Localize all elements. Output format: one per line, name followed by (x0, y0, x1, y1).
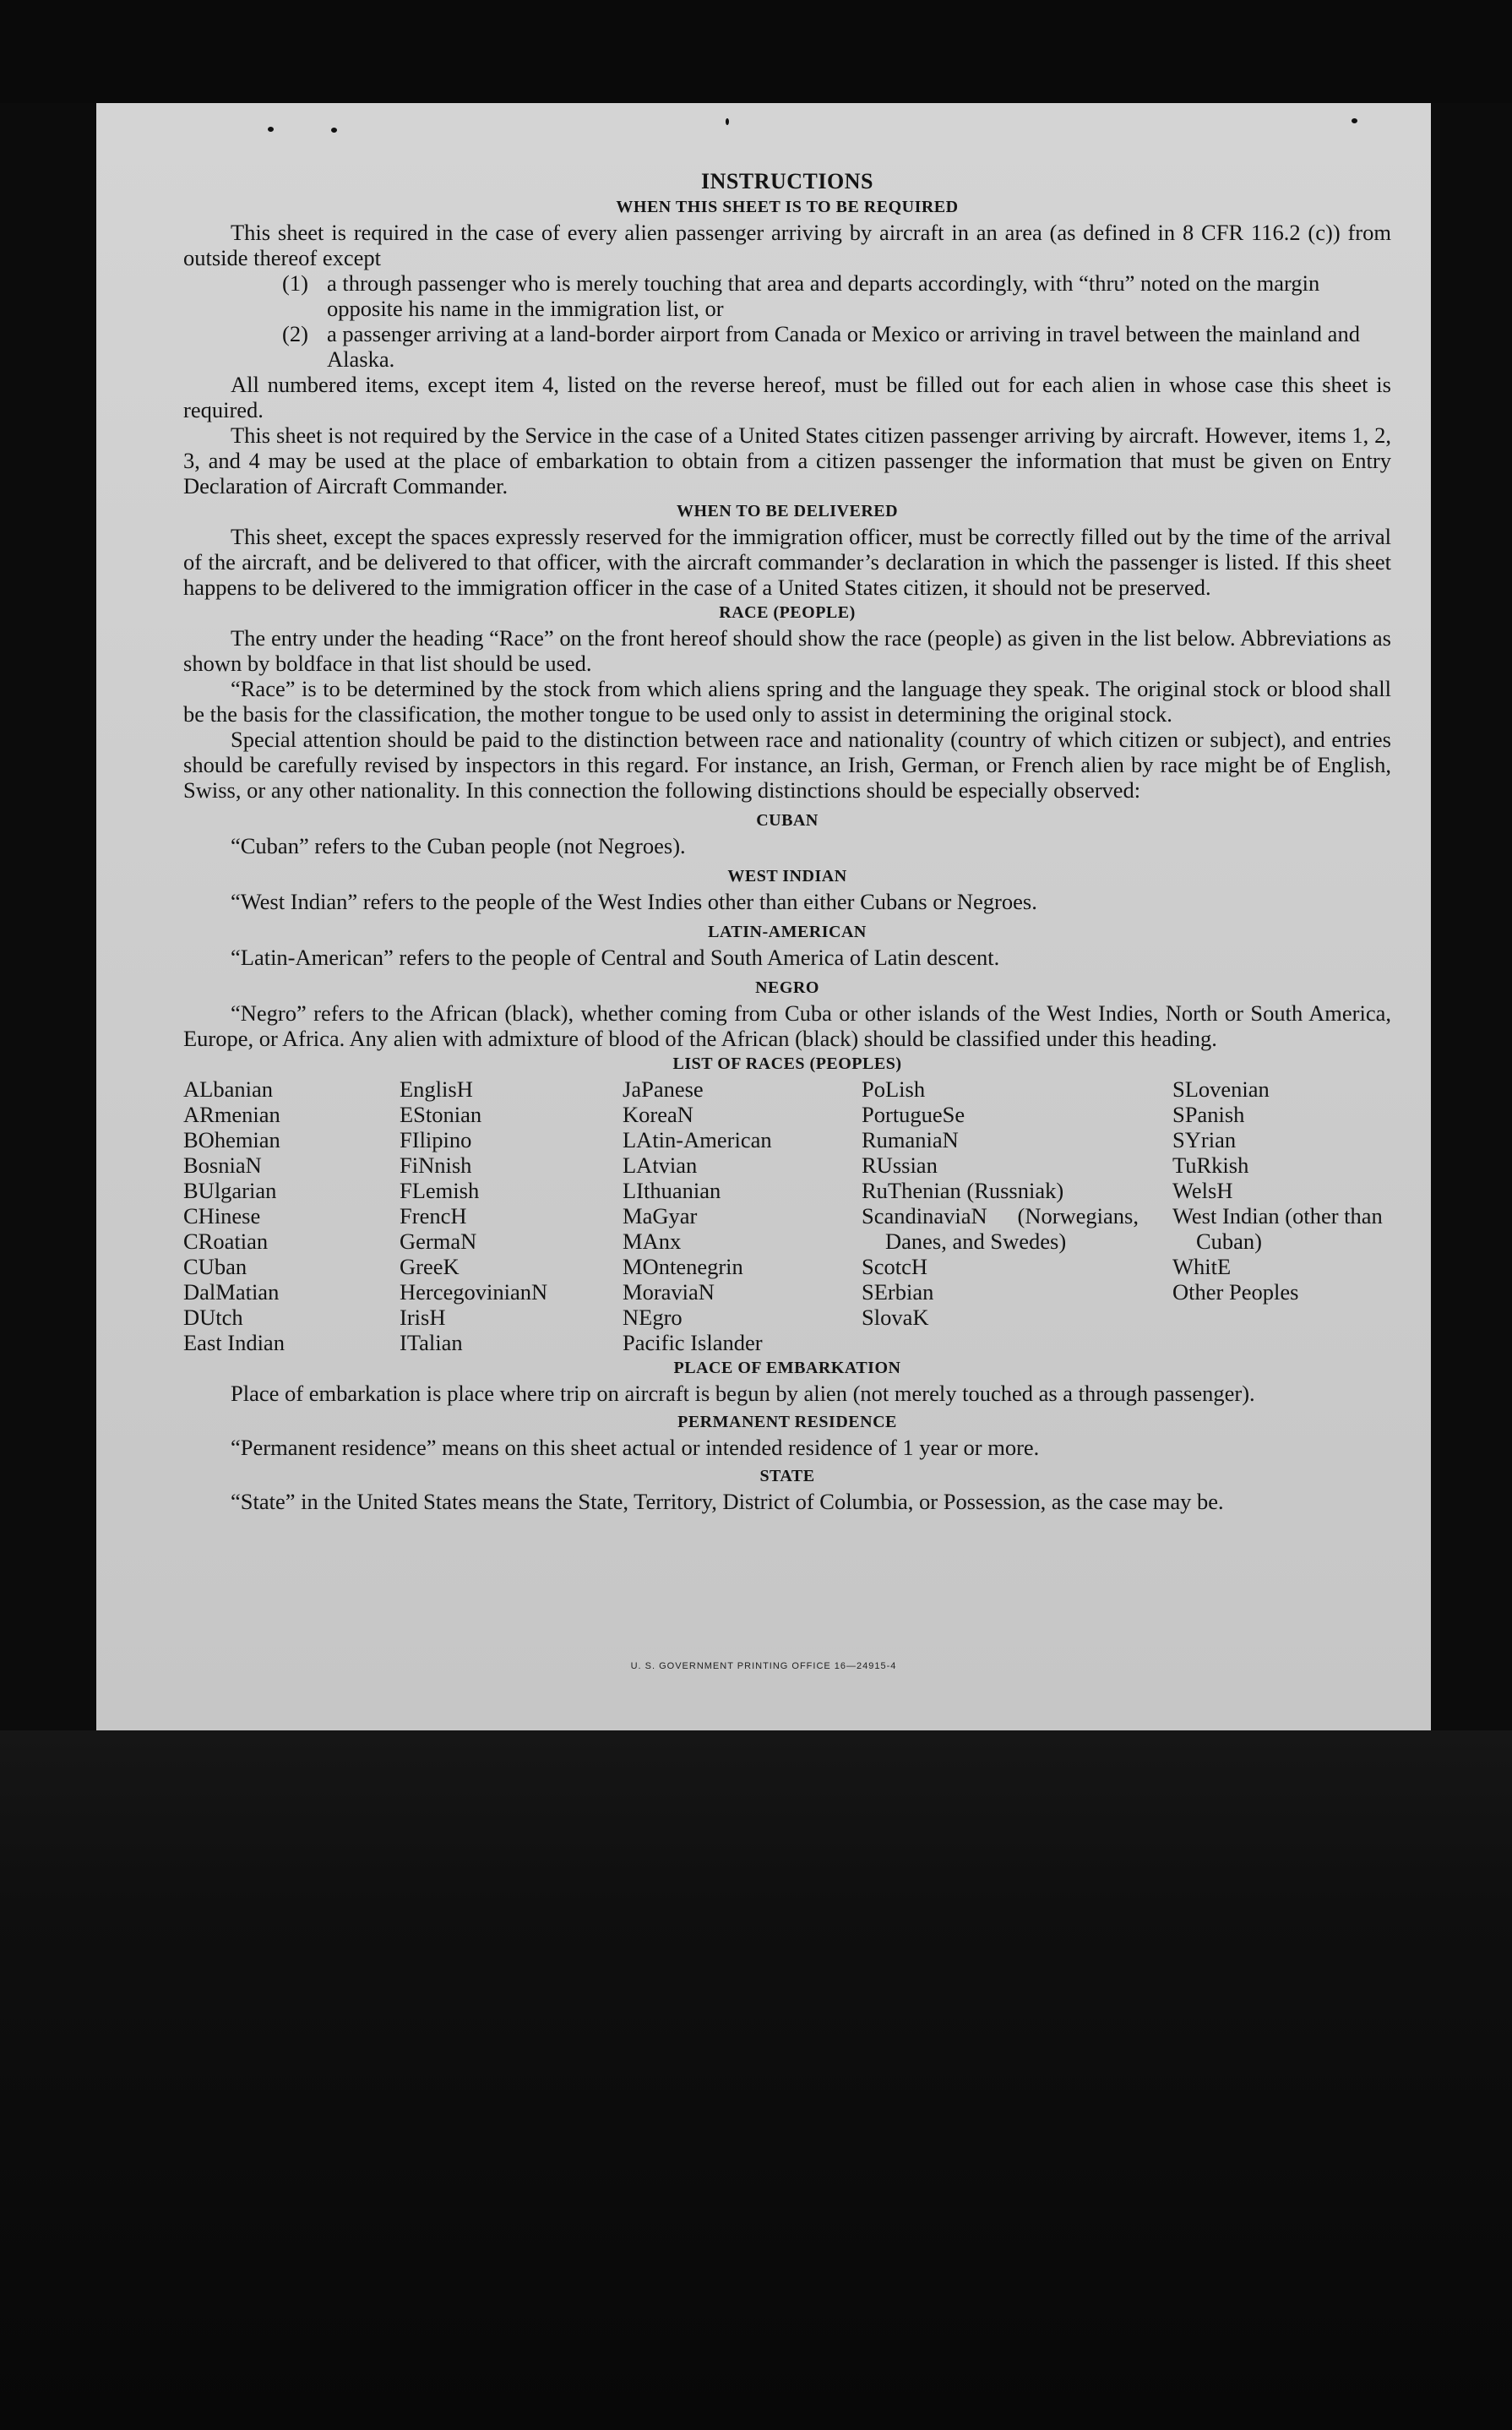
race-paragraph-1: The entry under the heading “Race” on the front hereof should show the race (people) as given in the list below. Abbreviations as shown by boldface in that list should be used. (183, 625, 1391, 676)
race-entry: SErbian (862, 1279, 934, 1305)
race-entry: GermaN (400, 1229, 477, 1254)
race-entry: SPanish (1172, 1102, 1245, 1127)
microfilm-border-top (0, 0, 1512, 103)
microfilm-border-bottom (0, 1730, 1512, 2430)
race-entry: BUlgarian (183, 1178, 277, 1203)
race-entry: ScandinaviaN (Norwegians, Danes, and Swedes) (862, 1203, 1139, 1254)
race-entry: KoreaN (623, 1102, 693, 1127)
document-sheet (96, 103, 1431, 1730)
race-column-1 (183, 1076, 400, 1355)
heading-embarkation: PLACE OF EMBARKATION (673, 1359, 901, 1377)
race-list (183, 1076, 1391, 1355)
race-entry: Pacific Islander (623, 1330, 763, 1355)
race-entry: CUban (183, 1254, 247, 1279)
race-entry: Other Peoples (1172, 1279, 1299, 1305)
heading-cuban: CUBAN (756, 811, 819, 830)
exception-number: (2) (282, 321, 308, 346)
page-title: INSTRUCTIONS (701, 169, 873, 193)
race-entry: ARmenian (183, 1102, 280, 1127)
race-entry: MaGyar (623, 1203, 698, 1229)
heading-state: STATE (759, 1467, 815, 1485)
numbered-items-paragraph: All numbered items, except item 4, listed on the reverse hereof, must be filled out for each alien in whose case this sheet is required. (183, 372, 1391, 422)
race-entry: EStonian (400, 1102, 482, 1127)
race-entry: ITalian (400, 1330, 463, 1355)
race-entry: ALbanian (183, 1076, 273, 1102)
embarkation-text: Place of embarkation is place where trip on aircraft is begun by alien (not merely touched as a through passenger). (231, 1381, 1255, 1406)
heading-list-of-races: LIST OF RACES (PEOPLES) (672, 1054, 902, 1073)
race-entry: East Indian (183, 1330, 285, 1355)
heading-race: RACE (PEOPLE) (719, 603, 856, 622)
race-paragraph-3: Special attention should be paid to the distinction between race and nationality (country of which citizen or subject), and entries should be carefully revised by inspectors in this regard. For instance, an Irish, German, or French alien by race might be of English, Swiss, or any other nationality. In this connection the following distinctions should be especially observed: (183, 727, 1391, 803)
state-text: “State” in the United States means the State, Territory, District of Columbia, or Possession, as the case may be. (231, 1489, 1224, 1514)
race-entry: DUtch (183, 1305, 243, 1330)
race-entry: FrencH (400, 1203, 467, 1229)
exception-number: (1) (282, 270, 308, 296)
race-entry: HercegovinianN (400, 1279, 548, 1305)
race-entry: NEgro (623, 1305, 683, 1330)
race-entry: SlovaK (862, 1305, 929, 1330)
race-entry: MoraviaN (623, 1279, 715, 1305)
heading-when-delivered: WHEN TO BE DELIVERED (676, 502, 899, 520)
race-entry: BosniaN (183, 1152, 262, 1178)
latin-american-text: “Latin-American” refers to the people of Central and South America of Latin descent. (231, 945, 1000, 970)
race-entry: DalMatian (183, 1279, 280, 1305)
race-entry: WhitE (1172, 1254, 1232, 1279)
race-entry: MAnx (623, 1229, 682, 1254)
race-entry: PoLish (862, 1076, 926, 1102)
race-entry: RUssian (862, 1152, 938, 1178)
heading-west-indian: WEST INDIAN (727, 867, 847, 885)
negro-text: “Negro” refers to the African (black), whether coming from Cuba or other islands of the West Indies, North or South America, Europe, or Africa. Any alien with admixture of blood of the African (black) should be classified under this heading. (183, 1000, 1391, 1051)
cuban-text: “Cuban” refers to the Cuban people (not Negroes). (231, 833, 686, 858)
when-delivered-text: This sheet, except the spaces expressly reserved for the immigration officer, must be correctly filled out by the time of the arrival of the aircraft, and be delivered to that officer, with the aircraft commander’s declaration in which the passenger is listed. If this sheet happens to be delivered to the immigration officer in the case of a United States citizen, it should not be preserved. (183, 524, 1391, 600)
race-entry: West Indian (other than Cuban) (1172, 1203, 1383, 1254)
race-entry: WelsH (1172, 1178, 1233, 1203)
race-paragraph-2: “Race” is to be determined by the stock from which aliens spring and the language they speak. The original stock or blood shall be the basis for the classification, the mother tongue to be used only to assist in determining the original stock. (183, 676, 1391, 727)
when-required-intro: This sheet is required in the case of every alien passenger arriving by aircraft in an area (as defined in 8 CFR 116.2 (c)) from outside thereof except (183, 220, 1391, 270)
west-indian-text: “West Indian” refers to the people of the West Indies other than either Cubans or Negroes. (231, 889, 1037, 914)
race-entry: JaPanese (623, 1076, 704, 1102)
race-entry: ScotcH (862, 1254, 928, 1279)
citizen-paragraph: This sheet is not required by the Service in the case of a United States citizen passenger arriving by aircraft. However, items 1, 2, 3, and 4 may be used at the place of embarkation to obtain from a citizen passenger the information that must be given on Entry Declaration of Aircraft Commander. (183, 422, 1391, 499)
race-entry: PortugueSe (862, 1102, 965, 1127)
race-entry: FIlipino (400, 1127, 472, 1152)
heading-negro: NEGRO (755, 978, 819, 997)
heading-latin-american: LATIN-AMERICAN (708, 923, 867, 941)
race-column-3 (623, 1076, 862, 1355)
race-column-4 (862, 1076, 1172, 1355)
race-entry: BOhemian (183, 1127, 280, 1152)
race-entry: FLemish (400, 1178, 480, 1203)
exception-item-2 (282, 321, 1391, 372)
race-column-2 (400, 1076, 623, 1355)
scan-speck (1352, 118, 1357, 123)
race-entry: RuThenian (Russniak) (862, 1178, 1064, 1203)
race-entry: IrisH (400, 1305, 446, 1330)
printing-office-footer: U. S. GOVERNMENT PRINTING OFFICE 16—24915-4 (630, 1661, 897, 1671)
exception-item-1 (282, 270, 1391, 321)
race-entry: RumaniaN (862, 1127, 959, 1152)
race-entry: GreeK (400, 1254, 460, 1279)
race-entry: SLovenian (1172, 1076, 1270, 1102)
heading-when-required: WHEN THIS SHEET IS TO BE REQUIRED (616, 198, 959, 216)
exception-text: a through passenger who is merely touching that area and departs accordingly, with “thru” noted on the margin opposite his name in the immigration list, or (327, 270, 1320, 321)
race-entry: MOntenegrin (623, 1254, 743, 1279)
race-column-5 (1172, 1076, 1391, 1355)
instructions-content (183, 169, 1391, 1514)
scan-speck (268, 127, 274, 132)
race-entry: LAtvian (623, 1152, 698, 1178)
race-entry: FiNnish (400, 1152, 472, 1178)
race-entry: CHinese (183, 1203, 261, 1229)
exception-text: a passenger arriving at a land-border airport from Canada or Mexico or arriving in travel between the mainland and Alaska. (327, 321, 1360, 372)
race-entry: LIthuanian (623, 1178, 721, 1203)
scan-speck (331, 128, 337, 133)
race-entry: CRoatian (183, 1229, 269, 1254)
race-entry: LAtin-American (623, 1127, 772, 1152)
scan-speck (726, 118, 729, 125)
race-entry: SYrian (1172, 1127, 1237, 1152)
race-entry: TuRkish (1172, 1152, 1249, 1178)
race-entry: EnglisH (400, 1076, 473, 1102)
residence-text: “Permanent residence” means on this sheet actual or intended residence of 1 year or more. (231, 1435, 1040, 1460)
heading-permanent-residence: PERMANENT RESIDENCE (677, 1413, 897, 1431)
